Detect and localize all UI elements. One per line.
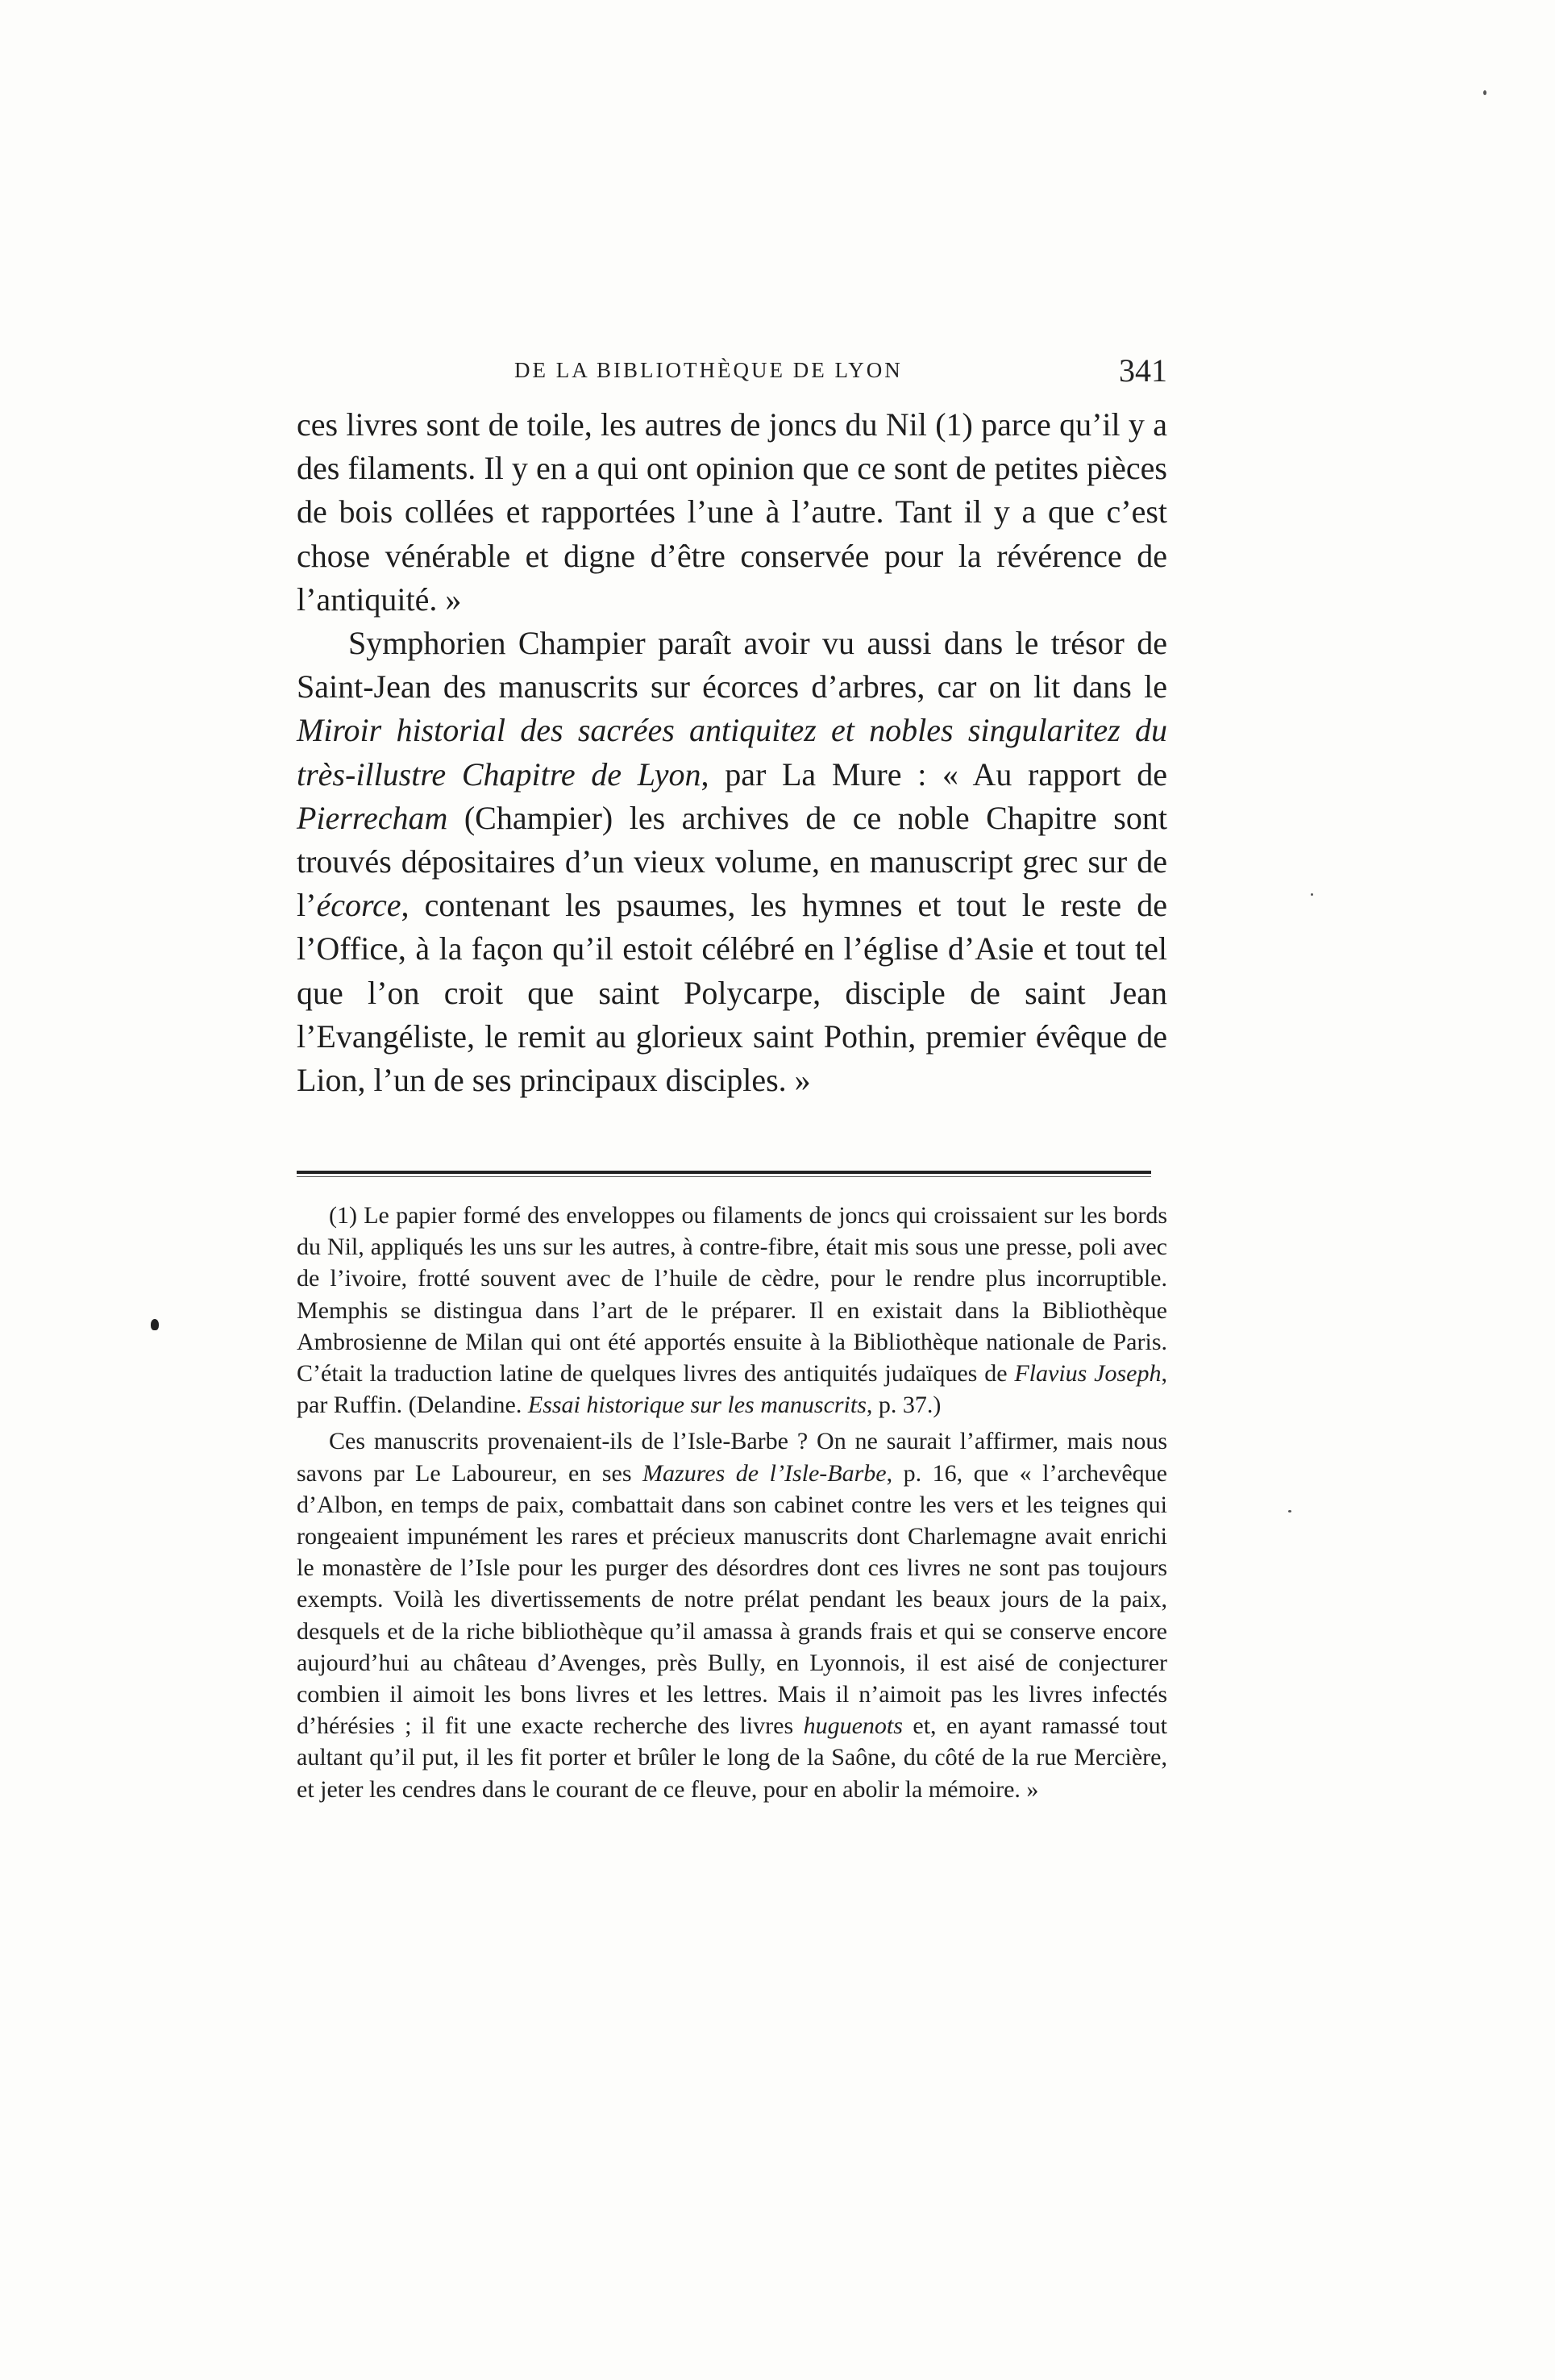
paper-speck [1288,1510,1291,1512]
paragraph-text: , par La Mure : « Au rapport de [701,755,1167,793]
paper-speck [1483,90,1486,95]
book-title-essai: Essai historique sur les manuscrits [527,1392,867,1419]
paragraph-continuation: ces livres sont de toile, les autres de joncs du Nil (1) parce qu’il y a des filaments. Il y en a qui ont opinion que ce sont de petites pièces de bois collées et rapportées l’une à l’autre. Tant il y a que c’est chose vénérable et digne d’être conservée pour la révérence de l’antiquité. » [297,406,1167,618]
name-pierrecham: Pierrecham [297,799,448,836]
footnote-1 [297,1200,1167,1421]
word-huguenots: huguenots [803,1712,903,1740]
paper-speck [1311,893,1313,896]
page-header [297,352,1167,400]
footnote-text: (1) Le papier formé des enveloppes ou filaments de joncs qui croissaient sur les bords du Nil, appliqués les uns sur les autres, à contre-fibre, était mis sous une presse, poli avec de l’ivoire, frotté souvent avec de l’huile de cèdre, pour le rendre plus incorruptible. Memphis se distingua dans l’art de le préparer. Il en existait dans la Bibliothèque Ambrosienne de Milan qui ont été apportés ensuite à la Bibliothèque nationale de Paris. C’était la traduction latine de quelques livres des antiquités judaïques de [297,1202,1167,1388]
word-ecorce: écorce [316,887,401,924]
page-number: 341 [1119,352,1167,389]
author-flavius-joseph: Flavius Joseph [1014,1360,1162,1388]
footnotes [297,1200,1167,1805]
book-title-miroir: Miroir historial des sacrées antiquitez et nobles singularitez du très-illustre Chapitre de Lyon [297,712,1167,793]
ink-blot [151,1319,159,1330]
book-title-mazures: Mazures de l’Isle-Barbe [642,1459,887,1487]
footnote-text: , p. 16, que « l’archevêque d’Albon, en temps de paix, combattait dans son cabinet contre les vers et les teignes qui rongeaient impunément les rares et précieux manuscrits dont Charlemagne avait enrichi le monastère de l’Isle pour les purger des désordres dont ces livres ne sont pas toujours exempts. Voilà les divertissements de notre prélat pendant les beaux jours de la paix, desquels et de la riche bibliothèque qu’il amassa à grands frais et qui se conserve encore aujourd’hui au château d’Avenges, près Bully, en Lyonnois, il est aisé de conjecturer combien il aimoit les bons livres et les lettres. Mais il n’aimoit pas les livres infectés d’hérésies ; il fit une exacte recherche des livres [297,1459,1167,1740]
main-text [297,403,1167,1102]
paragraph-text: Symphorien Champier paraît avoir vu aussi dans le trésor de Saint-Jean des manuscrits sur écorces d’arbres, car on lit dans le [297,625,1167,705]
footnote-separator [297,1171,1151,1174]
footnote-text: et, en ayant ramassé tout aultant qu’il put, il les fit porter et brûler le long de la Saône, du côté de la rue Mercière, et jeter les cendres dans le courant de ce fleuve, pour en abolir la mémoire. » [297,1712,1167,1803]
footnote-separator-thin [297,1176,1151,1177]
footnote-text: , p. 37.) [866,1392,942,1419]
footnote-text: Ces manuscrits provenaient-ils de l’Isle-Barbe ? On ne saurait l’affirmer, mais nous savons par Le Laboureur, en ses [297,1428,1167,1487]
paragraph-text: , contenant les psaumes, les hymnes et tout le reste de l’Office, à la façon qu’il estoit célébré en l’église d’Asie et tout tel que l’on croit que saint Polycarpe, disciple de saint Jean l’Evangéliste, le remit au glorieux saint Pothin, premier évêque de Lion, l’un de ses principaux disciples. » [297,887,1167,1099]
running-title: DE LA BIBLIOTHÈQUE DE LYON [514,358,903,382]
footnote-text: , par Ruffin. (Delandine. [297,1360,1167,1419]
paragraph-text: (Champier) les archives de ce noble Chapitre sont trouvés dépositaires d’un vieux volume, en manuscript grec sur de l’ [297,799,1167,924]
footnote-2 [297,1425,1167,1804]
paragraph-champier [297,622,1167,1102]
